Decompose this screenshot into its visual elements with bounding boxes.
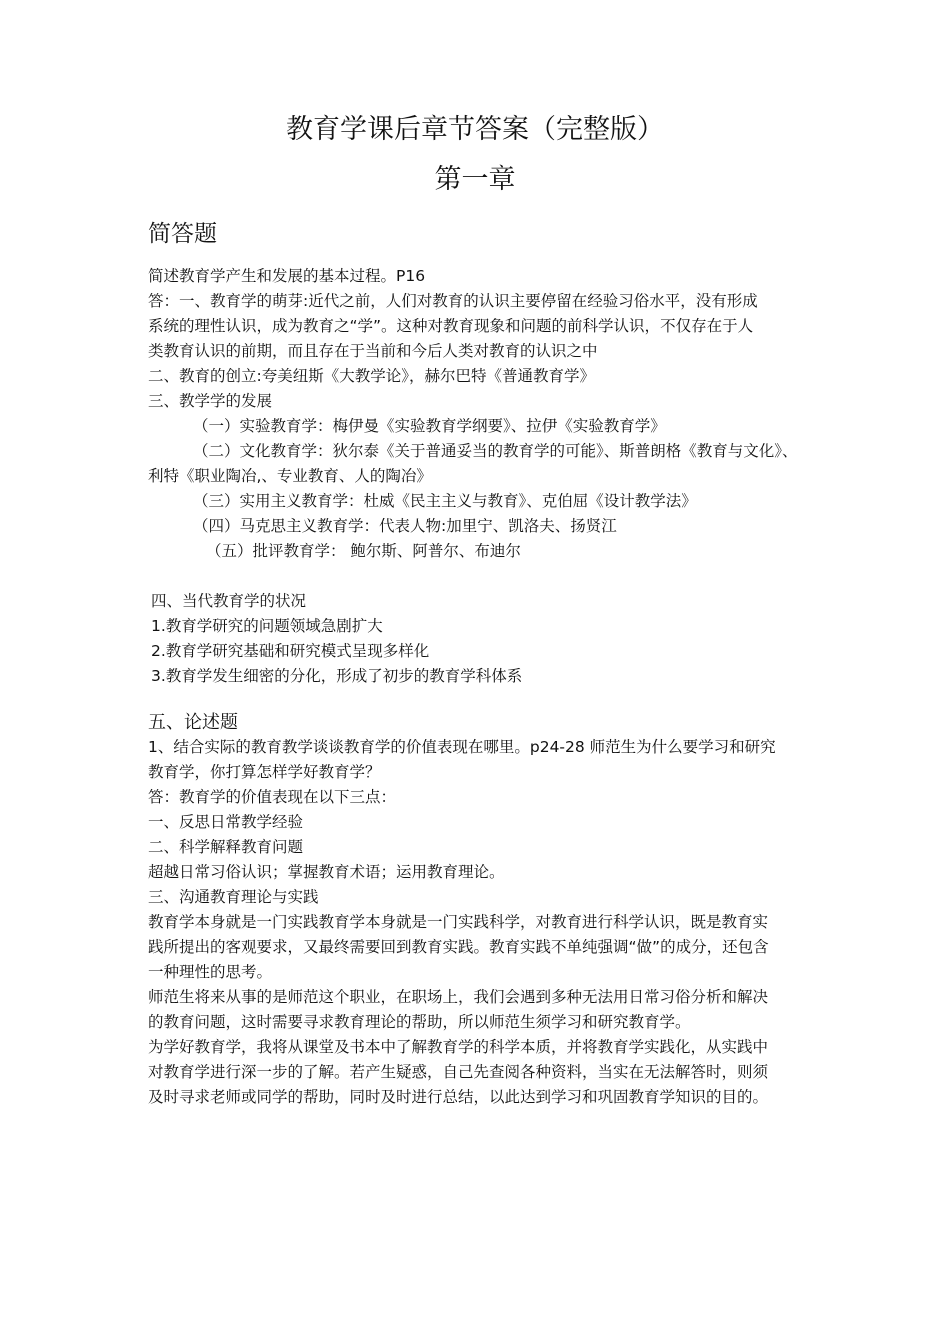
chapter-title: 第一章 bbox=[434, 164, 516, 195]
text-line: 利特《职业陶冶,、专业教育、人的陶冶》 bbox=[148, 467, 432, 485]
text-line: 一、反思日常教学经验 bbox=[148, 813, 304, 831]
text-line: 系统的理性认识，成为教育之“学”。这种对教育现象和问题的前科学认识，不仅存在于人 bbox=[148, 317, 754, 335]
text-line: （一）实验教育学：梅伊曼《实验教育学纲要》、拉伊《实验教育学》 bbox=[193, 417, 666, 435]
text-line: 答：教育学的价值表现在以下三点： bbox=[148, 788, 397, 806]
text-line: 师范生将来从事的是师范这个职业，在职场上，我们会遇到多种无法用日常习俗分析和解决 bbox=[148, 988, 769, 1006]
text-line: 二、科学解释教育问题 bbox=[148, 838, 304, 856]
question-line: 1、结合实际的教育教学谈谈教育学的价值表现在哪里。p24-28 师范生为什么要学习和研究 bbox=[148, 738, 776, 756]
document-title: 教育学课后章节答案（完整版） bbox=[286, 114, 664, 145]
text-line: 类教育认识的前期，而且存在于当前和今后人类对教育的认识之中 bbox=[148, 342, 598, 360]
answer-block-contemporary bbox=[148, 589, 813, 689]
section-heading-short-answer: 简答题 bbox=[148, 221, 217, 247]
list-item: 3.教育学发生细密的分化，形成了初步的教育学科体系 bbox=[151, 667, 523, 685]
list-item: 1.教育学研究的问题领域急剧扩大 bbox=[151, 617, 383, 635]
text-line: 教育学本身就是一门实践教育学本身就是一门实践科学，对教育进行科学认识，既是教育实 bbox=[148, 913, 769, 931]
question-line: 简述教育学产生和发展的基本过程。P16 bbox=[148, 267, 426, 285]
text-line: 三、沟通教育理论与实践 bbox=[148, 888, 319, 906]
text-line: 三、教学学的发展 bbox=[148, 392, 273, 410]
section-heading-essay: 五、论述题 bbox=[148, 712, 238, 733]
text-line: （二）文化教育学：狄尔泰《关于普通妥当的教育学的可能》、斯普朗格《教育与文化》、 bbox=[193, 442, 798, 460]
text-line: 四、当代教育学的状况 bbox=[151, 592, 307, 610]
essay-block bbox=[148, 710, 813, 1110]
text-line: （四）马克思主义教育学：代表人物:加里宁、凯洛夫、扬贤江 bbox=[193, 517, 617, 535]
answer-block-history bbox=[148, 264, 813, 564]
text-line: 超越日常习俗认识；掌握教育术语；运用教育理论。 bbox=[148, 863, 505, 881]
text-line: （三）实用主义教育学：杜威《民主主义与教育》、克伯屈《设计教学法》 bbox=[193, 492, 697, 510]
text-line: 答：一、教育学的萌芽:近代之前，人们对教育的认识主要停留在经验习俗水平，没有形成 bbox=[148, 292, 758, 310]
text-line: 二、教育的创立:夸美纽斯《大教学论》，赫尔巴特《普通教育学》 bbox=[148, 367, 595, 385]
text-line: 的教育问题，这时需要寻求教育理论的帮助，所以师范生须学习和研究教育学。 bbox=[148, 1013, 691, 1031]
text-line: （五）批评教育学： 鲍尔斯、阿普尔、布迪尔 bbox=[206, 542, 521, 560]
text-line: 对教育学进行深一步的了解。若产生疑惑，自己先查阅各种资料，当实在无法解答时，则须 bbox=[148, 1063, 769, 1081]
text-line: 践所提出的客观要求，又最终需要回到教育实践。教育实践不单纯强调“做”的成分，还包含 bbox=[148, 938, 769, 956]
text-line: 为学好教育学，我将从课堂及书本中了解教育学的科学本质，并将教育学实践化，从实践中 bbox=[148, 1038, 769, 1056]
text-line: 一种理性的思考。 bbox=[148, 963, 273, 981]
question-line: 教育学，你打算怎样学好教育学？ bbox=[148, 763, 381, 781]
list-item: 2.教育学研究基础和研究模式呈现多样化 bbox=[151, 642, 430, 660]
text-line: 及时寻求老师或同学的帮助，同时及时进行总结，以此达到学习和巩固教育学知识的目的。 bbox=[148, 1088, 769, 1106]
